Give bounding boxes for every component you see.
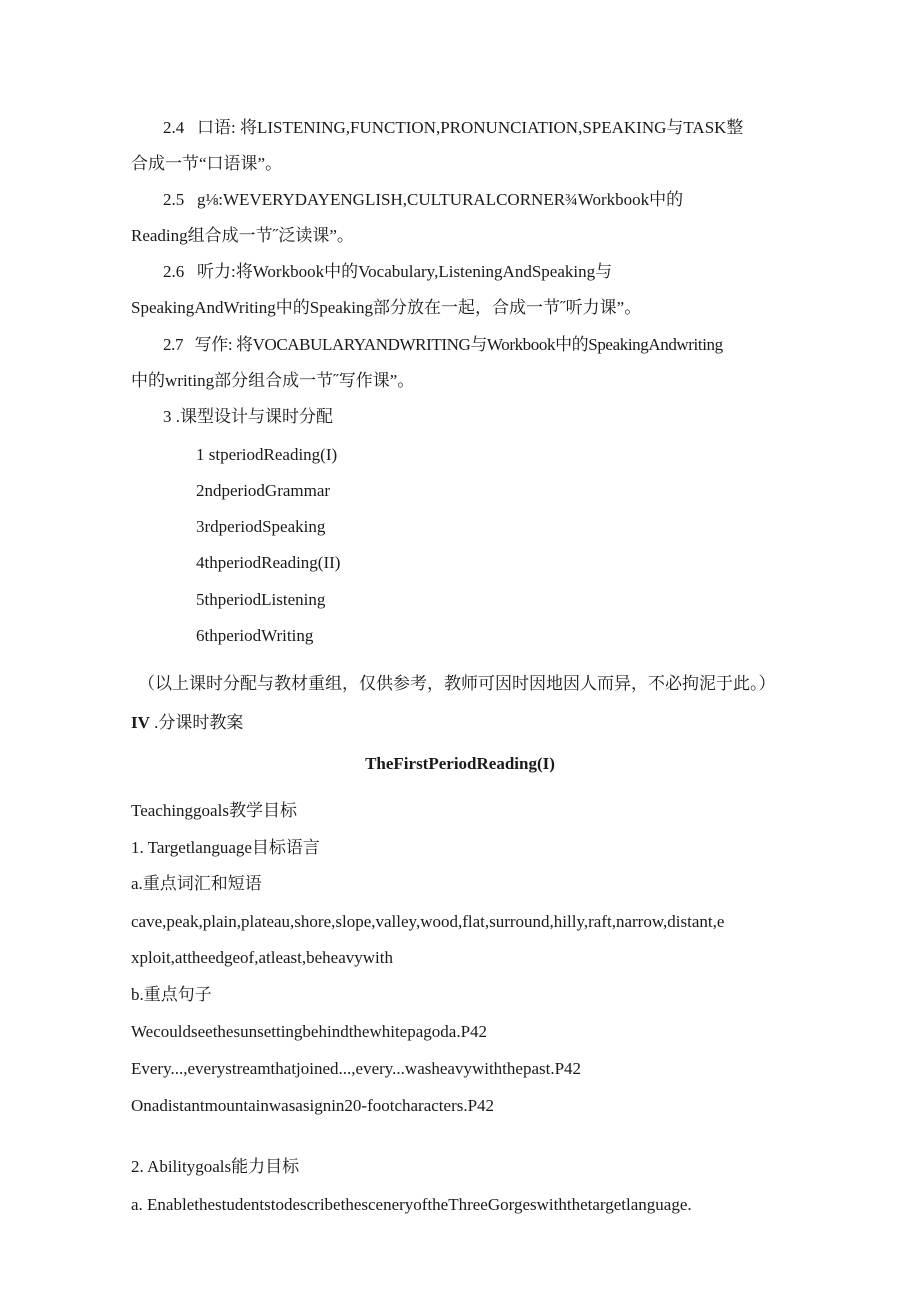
ability-goals-heading: 2. Abilitygoals能力目标 bbox=[131, 1157, 300, 1176]
target-language-heading: 1. Targetlanguage目标语言 bbox=[131, 838, 320, 857]
section-number: 2.4 bbox=[163, 118, 185, 137]
section-2-7-line1 bbox=[163, 335, 723, 355]
sentence-item: Onadistantmountainwasasignin20-footcharacters.P42 bbox=[131, 1096, 495, 1115]
section-2-6-line1 bbox=[163, 262, 612, 282]
ability-goal-a: a. EnablethestudentstodescribethesceneryoftheThreeGorgeswiththetargetlanguage. bbox=[131, 1195, 692, 1214]
section-text: 将Workbook中的Vocabulary,ListeningAndSpeaking与 bbox=[235, 262, 613, 281]
vocab-line: xploit,attheedgeof,atleast,beheavywith bbox=[131, 948, 393, 967]
section-number: 2.7 bbox=[163, 335, 184, 354]
period-item: 5thperiodListening bbox=[196, 590, 326, 609]
section-label: 口语: bbox=[197, 118, 236, 137]
section-2-7-line2: 中的writing部分组合成一节˝写作课”。 bbox=[131, 371, 415, 390]
section-2-5-line1 bbox=[163, 190, 683, 210]
section-3-heading: 3 .课型设计与课时分配 bbox=[163, 407, 333, 426]
part-title: .分课时教案 bbox=[149, 713, 244, 732]
vocab-heading: a.重点词汇和短语 bbox=[131, 874, 262, 893]
sentence-heading: b.重点句子 bbox=[131, 985, 212, 1004]
section-label: 写作: bbox=[194, 335, 233, 354]
sentence-item: Wecouldseethesunsettingbehindthewhitepagoda.P42 bbox=[131, 1022, 488, 1041]
part-roman: IV bbox=[131, 713, 150, 732]
section-number: 2.5 bbox=[163, 190, 185, 209]
section-number: 2.6 bbox=[163, 262, 185, 281]
teaching-goals-heading: Teachinggoals教学目标 bbox=[131, 801, 297, 820]
section-2-4-line2: 合成一节“口语课”。 bbox=[131, 154, 283, 173]
section-text: WEVERYDAYENGLISH,CULTURALCORNER¾Workbook中的 bbox=[222, 190, 684, 209]
section-label: 听力: bbox=[197, 262, 236, 281]
period-item: 2ndperiodGrammar bbox=[196, 481, 331, 500]
part-4-heading bbox=[131, 713, 243, 733]
lesson-title: TheFirstPeriodReading(I) bbox=[365, 754, 555, 773]
vocab-line: cave,peak,plain,plateau,shore,slope,valley,wood,flat,surround,hilly,raft,narrow,distant,e bbox=[131, 912, 725, 931]
section-label: g⅛: bbox=[197, 190, 223, 209]
period-item: 3rdperiodSpeaking bbox=[196, 517, 326, 536]
period-item: 4thperiodReading(II) bbox=[196, 553, 341, 572]
section-2-6-line2: SpeakingAndWriting中的Speaking部分放在一起，合成一节˝听力课”。 bbox=[131, 298, 642, 317]
section-text: 将LISTENING,FUNCTION,PRONUNCIATION,SPEAKING与TASK整 bbox=[239, 118, 744, 137]
period-item: 6thperiodWriting bbox=[196, 626, 314, 645]
allocation-note: （以上课时分配与教材重组，仅供参考，教师可因时因地因人而异，不必拘泥于此。） bbox=[138, 674, 776, 693]
period-item: 1 stperiodReading(I) bbox=[196, 445, 338, 464]
section-2-4-line1 bbox=[163, 118, 743, 138]
section-2-5-line2: Reading组合成一节˝泛读课”。 bbox=[131, 226, 354, 245]
sentence-item: Every...,everystreamthatjoined...,every...washeavywiththepast.P42 bbox=[131, 1059, 582, 1078]
section-text: 将VOCABULARYANDWRITING与Workbook中的SpeakingAndwriting bbox=[236, 335, 723, 354]
